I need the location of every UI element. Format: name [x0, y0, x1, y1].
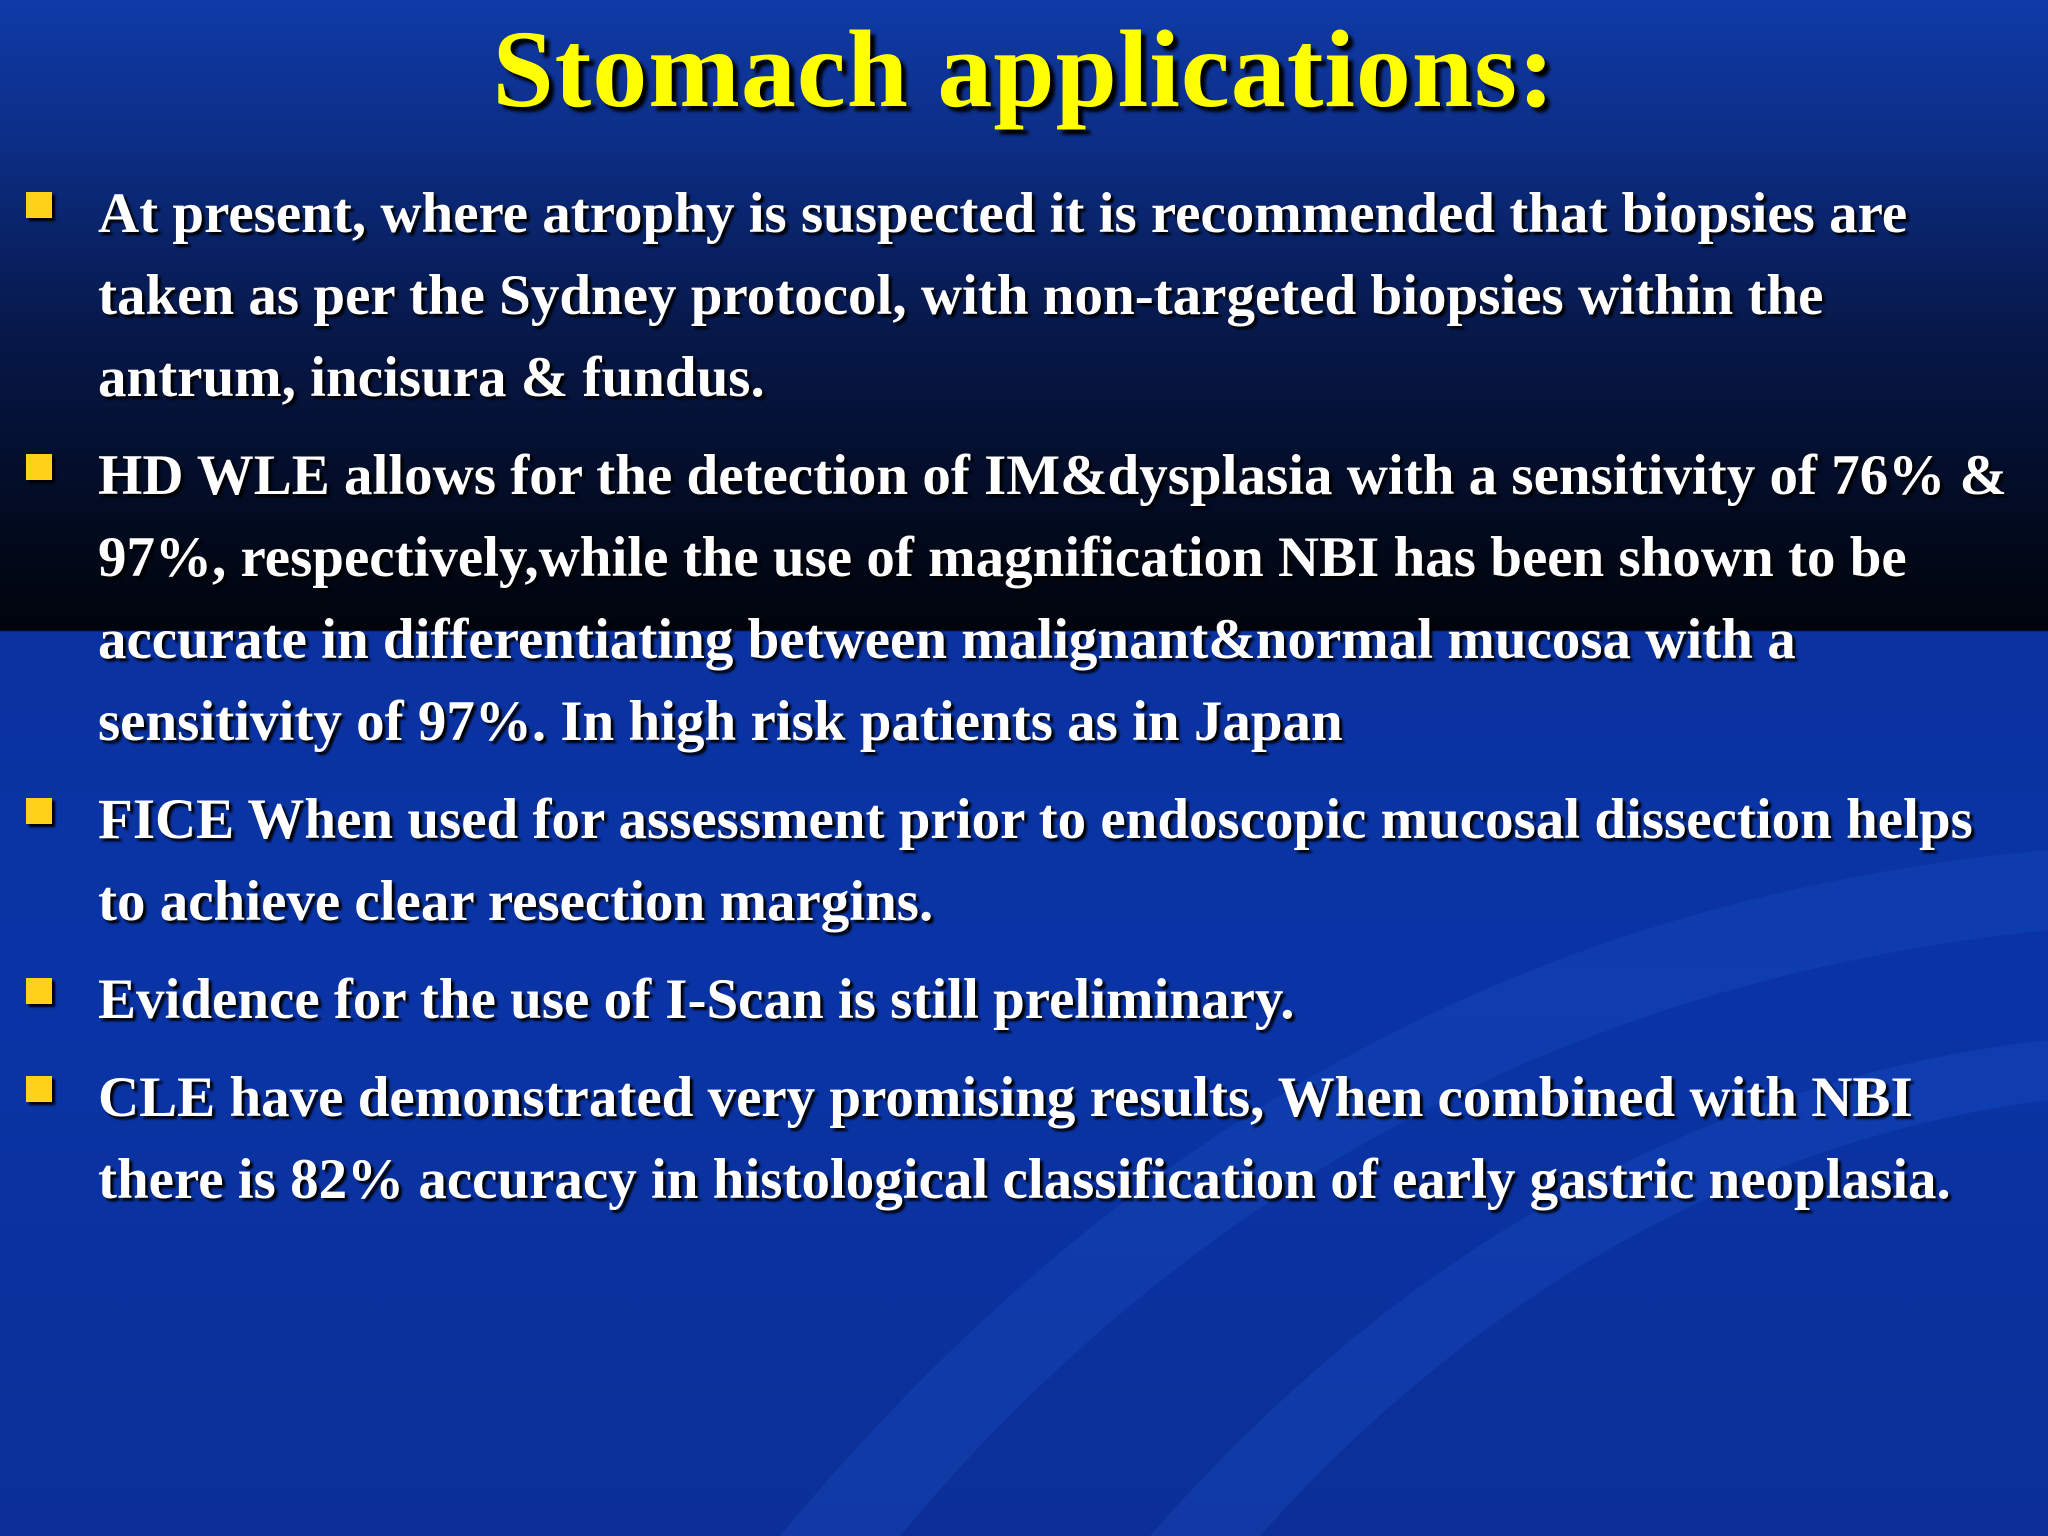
bullet-text: CLE have demonstrated very promising results, When combined with NBI there is 82% accuracy in histological classification of early gastric neoplasia. [98, 1066, 1951, 1211]
bullet-text: FICE When used for assessment prior to endoscopic mucosal dissection helps to achieve clear resection margins. [98, 788, 1973, 933]
list-item [0, 779, 2048, 943]
square-bullet-icon [26, 192, 52, 218]
square-bullet-icon [26, 454, 52, 480]
square-bullet-icon [26, 978, 52, 1004]
square-bullet-icon [26, 798, 52, 824]
list-item [0, 435, 2048, 763]
bullet-text: Evidence for the use of I-Scan is still preliminary. [98, 968, 1295, 1031]
list-item [0, 959, 2048, 1041]
list-item [0, 173, 2048, 419]
bullet-list [0, 173, 2048, 1237]
slide-title: Stomach applications: [492, 8, 1556, 130]
bullet-text: HD WLE allows for the detection of IM&dysplasia with a sensitivity of 76% & 97%, respectively,while the use of magnification NBI has been shown to be accurate in differentiating between malignant&normal mucosa with a sensitivity of 97%. In high risk patients as in Japan [98, 444, 2007, 753]
square-bullet-icon [26, 1076, 52, 1102]
list-item [0, 1057, 2048, 1221]
bullet-text: At present, where atrophy is suspected it is recommended that biopsies are taken as per the Sydney protocol, with non-targeted biopsies within the antrum, incisura & fundus. [98, 182, 1908, 409]
